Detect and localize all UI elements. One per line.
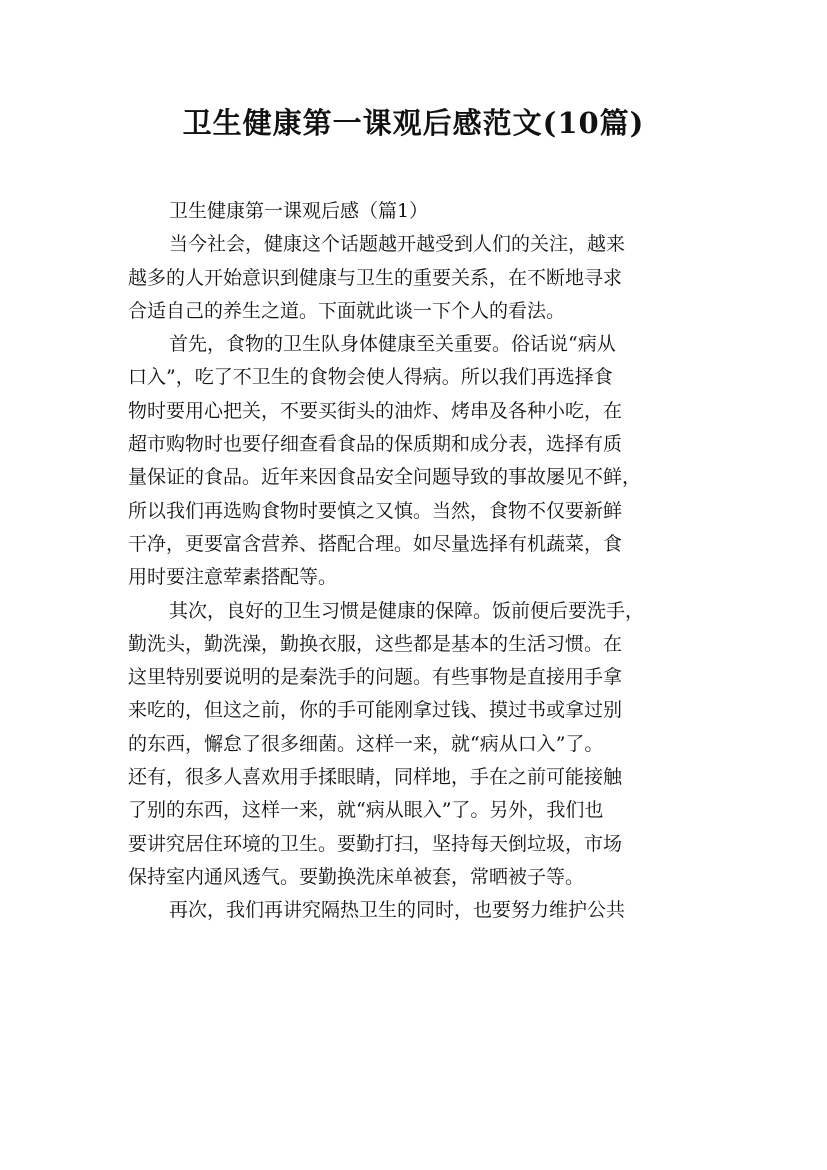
text-line: 了别的东西，这样一来，就“病从眼入”了。另外，我们也 (128, 799, 604, 822)
text-line: 当今社会，健康这个话题越开越受到人们的关注，越来 (169, 233, 626, 256)
text-line: 超市购物时也要仔细查看食品的保质期和成分表，选择有质 (128, 433, 623, 456)
text-line: 保持室内通风透气。要勤换洗床单被套，常晒被子等。 (128, 865, 585, 888)
text-line: 这里特别要说明的是秦洗手的问题。有些事物是直接用手拿 (128, 666, 623, 689)
text-line: 卫生健康第一课观后感（篇1） (169, 200, 429, 222)
text-line: 量保证的食品。近年来因食品安全问题导致的事故屡见不鲜， (128, 466, 642, 489)
text-line: 再次，我们再讲究隔热卫生的同时，也要努力维护公共 (169, 899, 626, 922)
document-body (128, 195, 704, 928)
text-line: 首先，食物的卫生队身体健康至关重要。俗话说“病从 (169, 333, 616, 356)
text-line: 其次，良好的卫生习惯是健康的保障。饭前便后要洗手， (169, 599, 645, 622)
text-line: 要讲究居住环境的卫生。要勤打扫，坚持每天倒垃圾，市场 (128, 832, 623, 855)
text-line: 物时要用心把关，不要买街头的油炸、烤串及各种小吃，在 (128, 399, 623, 422)
text-line: 越多的人开始意识到健康与卫生的重要关系，在不断地寻求 (128, 266, 623, 289)
text-line: 所以我们再选购食物时要慎之又慎。当然，食物不仅要新鲜 (128, 499, 623, 522)
text-line: 口入”，吃了不卫生的食物会使人得病。所以我们再选择食 (128, 366, 613, 389)
text-line: 干净，更要富含营养、搭配合理。如尽量选择有机蔬菜，食 (128, 532, 623, 555)
text-line: 勤洗头，勤洗澡，勤换衣服，这些都是基本的生活习惯。在 (128, 632, 623, 655)
text-line: 还有，很多人喜欢用手揉眼睛，同样地，手在之前可能接触 (128, 766, 623, 789)
text-line: 用时要注意荤素搭配等。 (128, 566, 338, 589)
text-line: 来吃的，但这之前，你的手可能刚拿过钱、摸过书或拿过别 (128, 699, 623, 722)
document-title: 卫生健康第一课观后感范文(10篇) (182, 106, 645, 140)
text-line: 的东西，懈怠了很多细菌。这样一来，就“病从口入”了。 (128, 732, 604, 755)
text-line: 合适自己的养生之道。下面就此谈一下个人的看法。 (128, 299, 566, 322)
